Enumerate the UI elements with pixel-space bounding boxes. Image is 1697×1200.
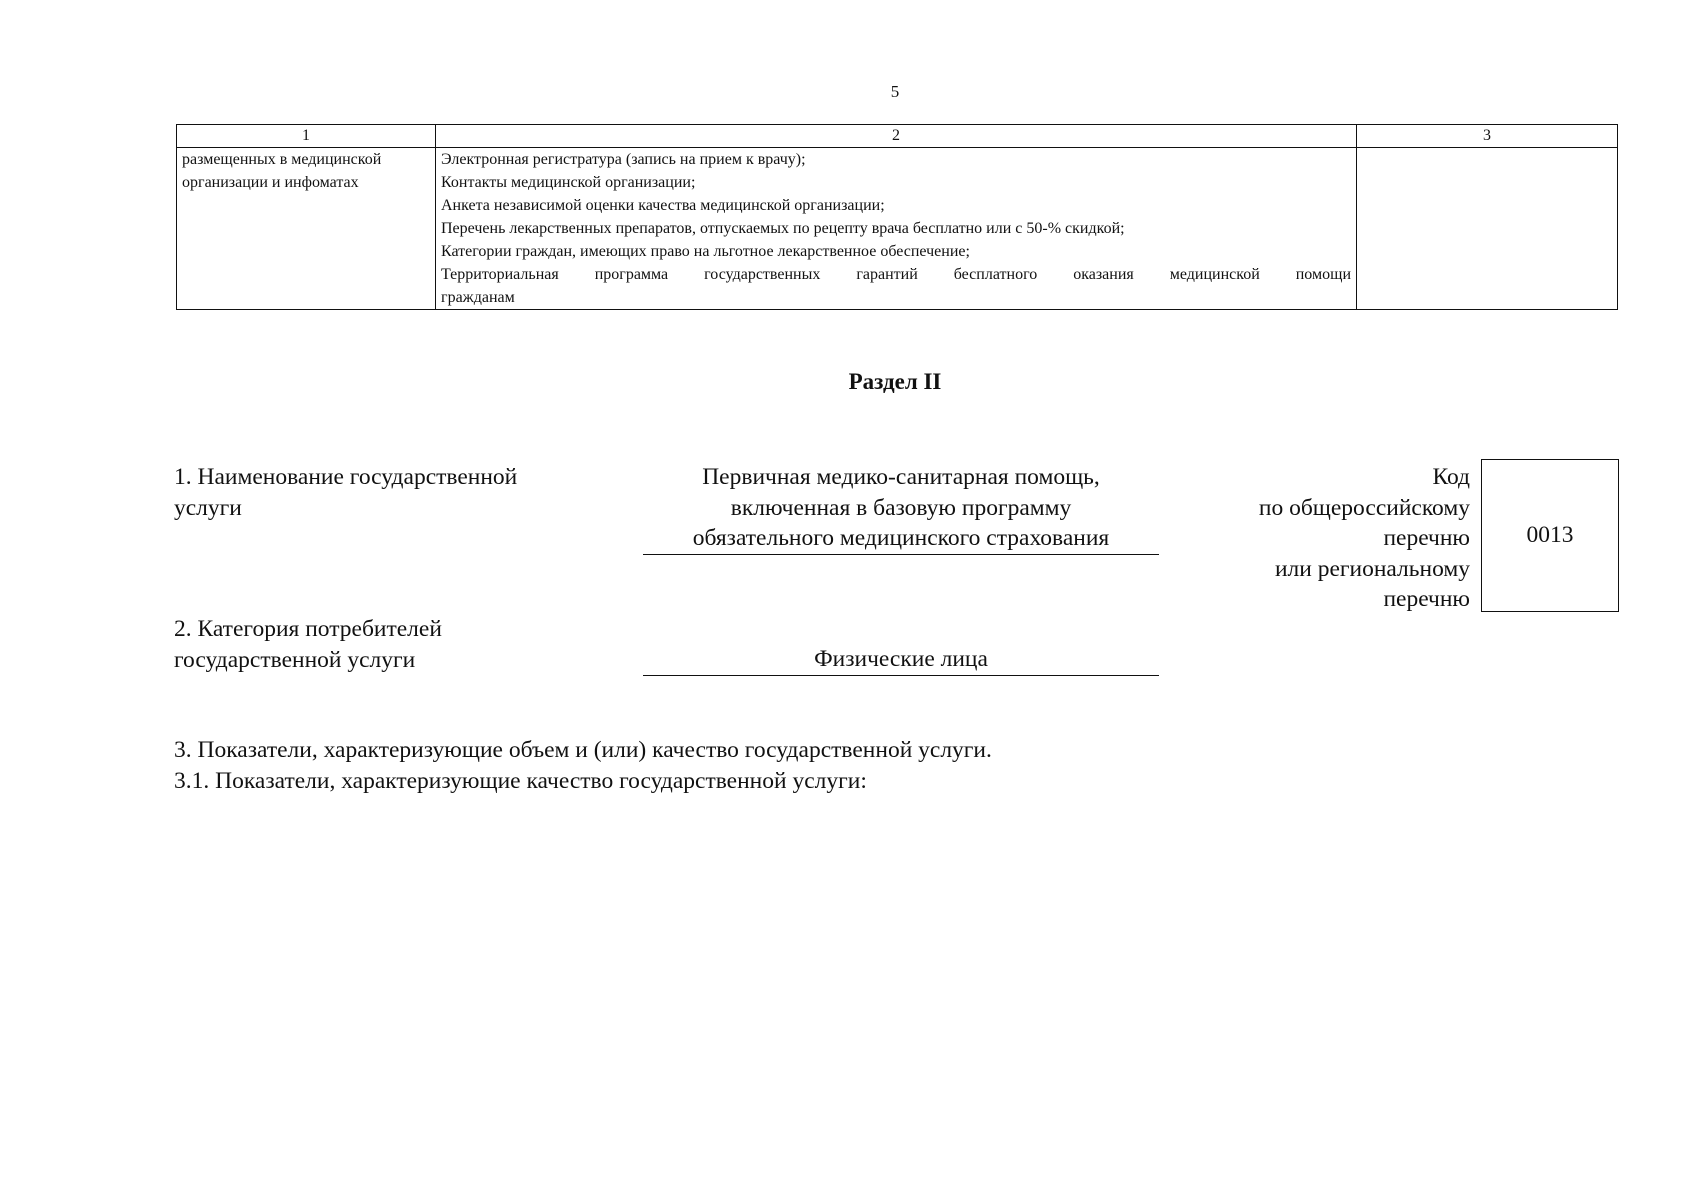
code-value: 0013 [1526,522,1574,548]
page-number: 5 [890,82,900,101]
table-cell-col3 [1357,148,1618,310]
table-header-cell-1: 1 [177,125,436,148]
consumer-category-value: Физические лица [643,644,1159,676]
cell-text-line: размещенных в медицинской [182,151,382,168]
service-name-value: Первичная медико-санитарная помощь, включенная в базовую программу обязательного медицинского страхования [643,462,1159,555]
indicators-line-1: 3. Показатели, характеризующие объем и (или) качество государственной услуги. [174,737,992,763]
cell-text-line: Категории граждан, имеющих право на льготное лекарственное обеспечение; [441,243,970,260]
cell-text-line: Электронная регистратура (запись на прием к врачу); [441,151,806,168]
continuation-table [176,124,1618,310]
cell-text-line: организации и инфоматах [182,174,359,191]
table-header-cell-3: 3 [1357,125,1618,148]
code-label: Код по общероссийскому перечню или региональному перечню [1258,464,1470,612]
table-header-cell-2: 2 [436,125,1357,148]
table-cell-col2 [436,148,1357,310]
service-name-label: 1. Наименование государственной услуги [174,464,518,521]
code-box [1481,459,1619,612]
cell-text-line: Контакты медицинской организации; [441,174,696,191]
cell-text-line: Перечень лекарственных препаратов, отпускаемых по рецепту врача бесплатно или с 50-% скидкой; [441,220,1125,237]
table-header-row [177,125,1618,148]
indicators-text [174,735,1474,796]
cell-text-line: Территориальная программа государственных гарантий бесплатного оказания медицинской помощи [441,266,1351,283]
cell-text-line: гражданам [441,289,515,306]
cell-text-line: Анкета независимой оценки качества медицинской организации; [441,197,885,214]
consumer-category-label: 2. Категория потребителей государственной услуги [174,616,442,673]
indicators-line-2: 3.1. Показатели, характеризующие качество государственной услуги: [174,767,867,794]
table-row [177,148,1618,310]
section-title: Раздел II [848,369,942,394]
table-cell-col1 [177,148,436,310]
